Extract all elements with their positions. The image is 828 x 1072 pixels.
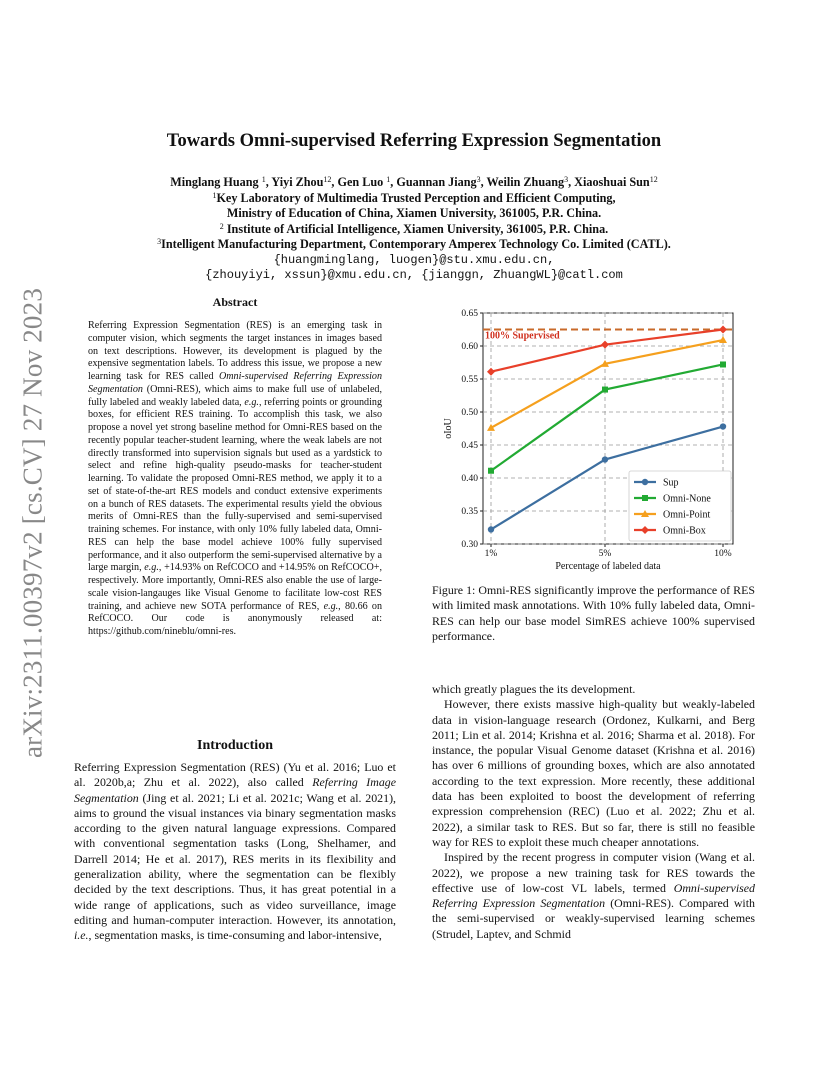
author-block	[0, 175, 828, 284]
data-point	[720, 361, 726, 367]
email-line-1: {huangminglang, luogen}@stu.xmu.edu.cn,	[273, 252, 555, 267]
y-tick-label: 0.50	[461, 408, 478, 418]
author-name: Minglang Huang	[170, 175, 259, 189]
author-sup: 3	[476, 175, 481, 184]
introduction-heading: Introduction	[197, 738, 273, 753]
data-point	[602, 387, 608, 393]
y-axis-label: oIoU	[443, 418, 454, 439]
author-name: Gen Luo	[337, 175, 384, 189]
email-line-2: {zhouyiyi, xssun}@xmu.edu.cn, {jianggn, ZhuangWL}@catl.com	[205, 268, 623, 282]
intro-paragraph-1: Referring Expression Segmentation (RES) (Yu et al. 2016; Luo et al. 2020b,a; Zhu et al. 2022), also called Referring Image Segmentation (Jing et al. 2021; Li et al. 2021c; Wang et al. 2021), aims to ground the visual instances via binary segmentation masks according to the given natural language expressions. Compared with conventional segmentation tasks (Long, Shelhamer, and Darrell 2014; He et al. 2017), RES merits in its flexibility and generalization ability, where the segmentation can be flexibly decided by the text descriptions. Thus, it has great potential in a wide range of applications, such as video surveillance, image editing and human-computer interaction. However, its annotation, i.e., segmentation masks, is time-consuming and labor-intensive,	[74, 760, 396, 943]
figure-1-caption	[432, 583, 755, 644]
x-tick-label: 10%	[714, 549, 732, 559]
author-name: Weilin Zhuang	[486, 175, 565, 189]
legend-label: Omni-Box	[663, 525, 706, 537]
author-sup: 3	[564, 175, 569, 184]
author-sup: 12	[323, 175, 332, 184]
data-point	[602, 456, 608, 462]
intro-paragraph-2: However, there exists massive high-quality but weakly-labeled data in vision-language research (Ordonez, Kulkarni, and Berg 2011; Lin et al. 2014; Krishna et al. 2016; Sharma et al. 2018). For instance, the popular Visual Genome dataset (Krishna et al. 2016) has over 6 millions of grounding boxes, which are also annotated according to the text expression. More recently, these additional data has been exploited to boost the development of referring expression comprehension (REC) (Luo et al. 2022; Zhu et al. 2022), a similar task to RES. But so far, there is still no feasible way for RES to exploit these much cheaper annotations.	[432, 697, 755, 849]
author-name: Xiaoshuai Sun	[574, 175, 650, 189]
author-line: Minglang Huang $^1$, Yiyi Zhou$^{12}$, Gen Luo $^1$, Guannan Jiang$^3$, Weilin Zhuang$^3$, Xiaoshuai Sun$^{12}$	[170, 175, 658, 189]
data-point	[642, 479, 648, 485]
legend-label: Sup	[663, 477, 679, 489]
author-sup: 1	[386, 175, 391, 184]
legend-label: Omni-None	[663, 493, 711, 505]
y-tick-label: 0.30	[461, 540, 478, 550]
affiliation-1-cont: Ministry of Education of China, Xiamen University, 361005, P.R. China.	[226, 206, 602, 220]
affiliation-3: $^3$Intelligent Manufacturing Department, Contemporary Amperex Technology Co. Limited (CATL).	[157, 237, 671, 251]
data-point	[720, 423, 726, 429]
data-point	[488, 468, 494, 474]
line-chart	[438, 305, 748, 575]
y-tick-label: 0.40	[461, 474, 478, 484]
affiliation-2: $^2$ Institute of Artificial Intelligence, Xiamen University, 361005, P.R. China.	[219, 221, 609, 236]
x-tick-label: 5%	[598, 549, 612, 559]
data-point	[642, 495, 648, 501]
introduction-left-column	[74, 760, 396, 944]
author-sup: 12	[649, 175, 658, 184]
y-tick-label: 0.45	[461, 441, 478, 451]
author-sup: 1	[261, 175, 266, 184]
x-axis-label: Percentage of labeled data	[555, 561, 661, 572]
y-tick-label: 0.55	[461, 375, 478, 385]
y-tick-label: 0.35	[461, 507, 478, 517]
abstract-body	[88, 320, 382, 639]
abstract-heading: Abstract	[212, 295, 258, 309]
paper-title: Towards Omni-supervised Referring Expression Segmentation	[166, 131, 662, 151]
abstract-paragraph: Referring Expression Segmentation (RES) is an emerging task in computer vision, which segments the target instances in images based on text descriptions. However, its development is plagued by the expensive segmentation labels. To address this issue, we propose a new learning task for RES called Omni-supervised Referring Expression Segmentation (Omni-RES), which aims to make full use of unlabeled, fully labeled and weakly labeled data, e.g., referring points or grounding boxes, for efficient RES training. To accomplish this task, we also propose a novel yet strong baseline method for Omni-RES based on the recently popular teacher-student learning, where the weak labels are not directly transformed into supervision signals but used as a yardstick to select and refine high-quality pseudo-masks for teacher-student learning. To validate the proposed Omni-RES method, we apply it to a set of state-of-the-art RES models and conduct extensive experiments on a bunch of RES datasets. The experimental results yield the obvious merits of Omni-RES than the fully-supervised and semi-supervised training schemes. For instance, with only 10% fully labeled data, Omni-RES can help the base model achieve 100% fully supervised performance, and it also outperform the semi-supervised alternative by a large margin, e.g., +14.93% on RefCOCO and +14.95% on RefCOCO+, respectively. More importantly, Omni-RES also enable the use of large-scale vision-langauges like Visual Genome to facilitate low-cost RES training, and achieve new SOTA performance of RES, e.g., 80.66 on RefCOCO. Our code is anonymously released at: https://github.com/nineblu/omni-res.	[88, 320, 383, 637]
introduction-right-column	[432, 682, 755, 942]
arxiv-stamp-container	[12, 283, 54, 763]
y-tick-label: 0.60	[461, 342, 478, 352]
reference-line-label: 100% Supervised	[485, 330, 560, 342]
author-name: Guannan Jiang	[396, 175, 477, 189]
data-point	[488, 526, 494, 532]
author-name: Yiyi Zhou	[271, 175, 324, 189]
y-tick-label: 0.65	[461, 309, 478, 319]
intro-paragraph-1-cont: which greatly plagues the its development.	[432, 682, 636, 696]
x-tick-label: 1%	[484, 549, 498, 559]
affiliation-1: $^1$Key Laboratory of Multimedia Trusted Perception and Efficient Computing,	[212, 190, 616, 205]
figure-caption-text: Figure 1: Omni-RES significantly improve the performance of RES with limited mask annotations. With 10% fully labeled data, Omni-RES can help our base model SimRES achieve 100% supervised performance.	[432, 583, 755, 643]
legend-label: Omni-Point	[663, 509, 711, 521]
arxiv-stamp: arXiv:2311.00397v2 [cs.CV] 27 Nov 2023	[17, 287, 48, 759]
figure-1-chart	[438, 305, 748, 575]
intro-paragraph-3: Inspired by the recent progress in computer vision (Wang et al. 2022), we propose a new training task for RES towards the effective use of low-cost VL labels, termed Omni-supervised Referring Expression Segmentation (Omni-RES). Compared with the semi-supervised or weakly-supervised learning schemes (Strudel, Laptev, and Schmid	[432, 850, 755, 941]
